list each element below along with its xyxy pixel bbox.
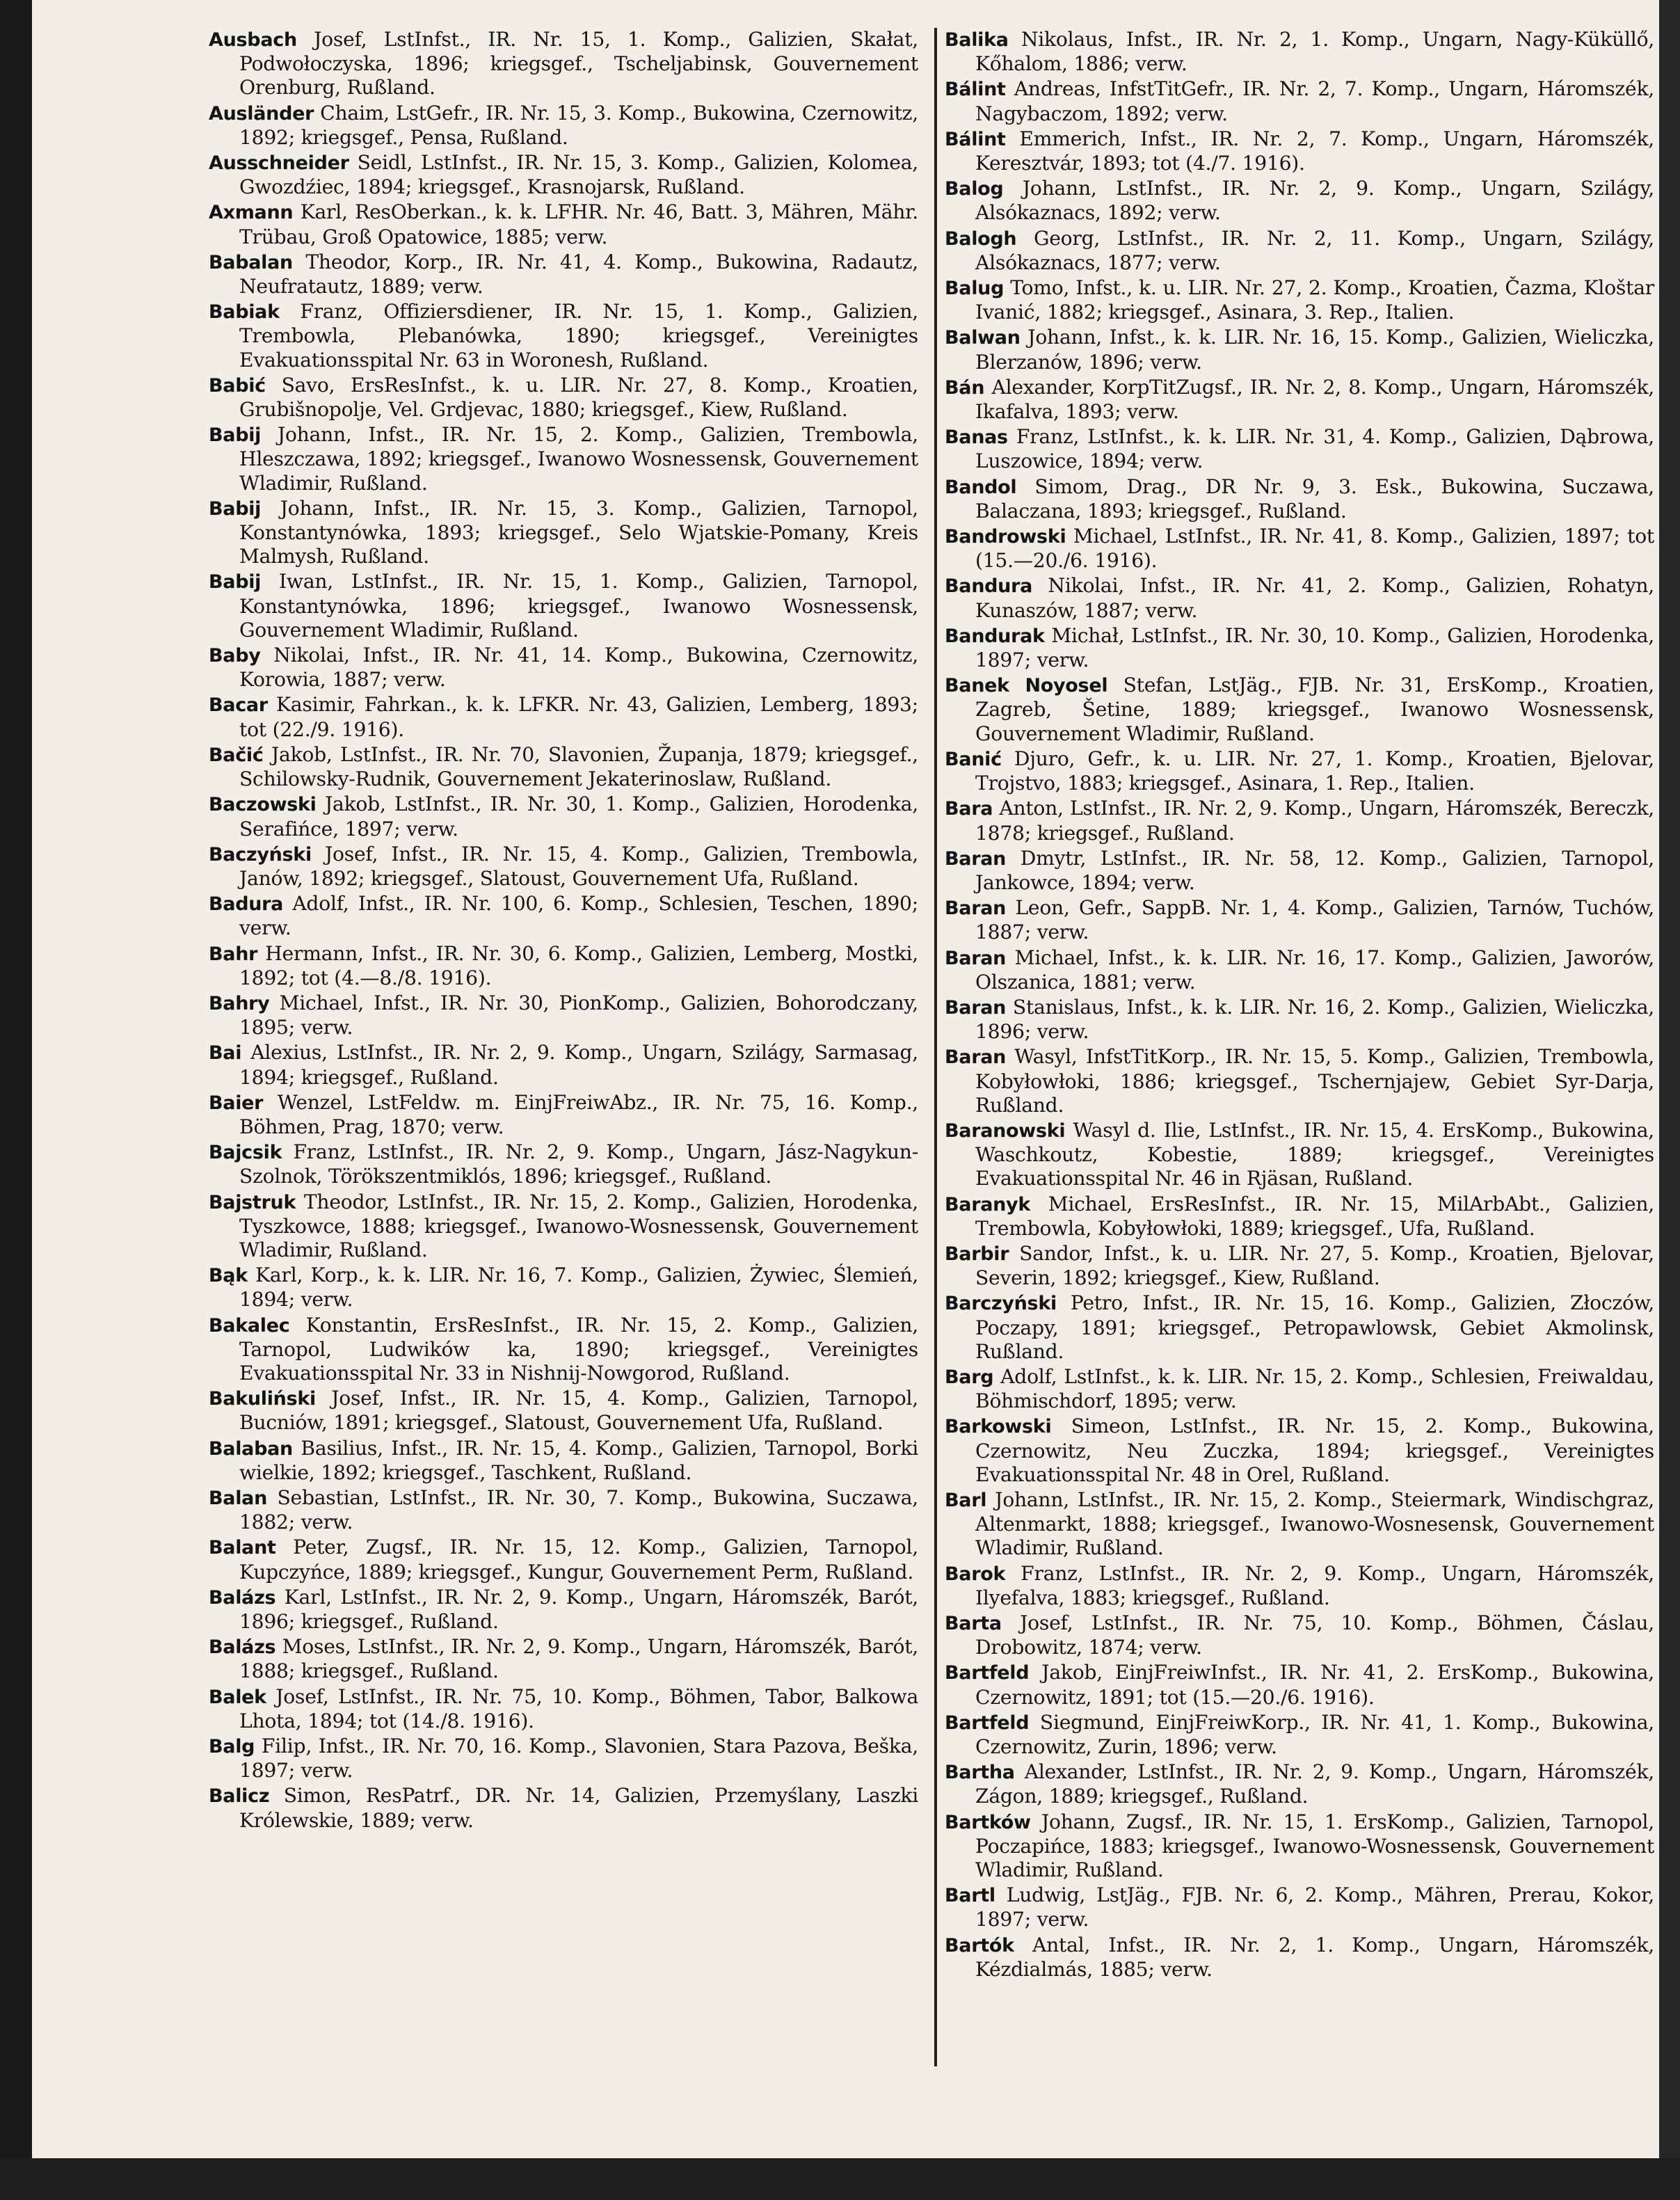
- entry-details: Stanislaus, Infst., k. k. LIR. Nr. 16, 2. Komp., Galizien, Wieliczka, 1896; verw.: [975, 995, 1654, 1044]
- list-entry: [945, 1760, 1654, 1808]
- entry-details: Djuro, Gefr., k. u. LIR. Nr. 27, 1. Komp., Kroatien, Bjelovar, Trojstvo, 1883; kriegsgef., Asinara, 1. Rep., Italien.: [975, 747, 1654, 795]
- entry-details: Jakob, LstInfst., IR. Nr. 70, Slavonien, Županja, 1879; kriegsgef., Schilowsky-Rudnik, Gouvernement Jekaterinoslaw, Rußland.: [239, 742, 918, 791]
- entry-details: Petro, Infst., IR. Nr. 15, 16. Komp., Galizien, Złoczów, Poczapy, 1891; kriegsgef., Petropawlowsk, Gebiet Akmolinsk, Rußland.: [975, 1291, 1654, 1363]
- entry-details: Alexander, KorpTitZugsf., IR. Nr. 2, 8. Komp., Ungarn, Háromszék, Ikafalva, 1893; verw.: [975, 375, 1654, 424]
- entry-surname: Bahr: [209, 943, 258, 965]
- entry-details: Siegmund, EinjFreiwKorp., IR. Nr. 41, 1. Komp., Bukowina, Czernowitz, Zurin, 1896; verw.: [975, 1710, 1654, 1759]
- entry-surname: Babiak: [209, 301, 280, 324]
- entry-surname: Baranowski: [945, 1119, 1066, 1142]
- list-entry: [945, 1414, 1654, 1487]
- entry-details: Sandor, Infst., k. u. LIR. Nr. 27, 5. Komp., Kroatien, Bjelovar, Severin, 1892; kriegsgef., Kiew, Rußland.: [975, 1241, 1654, 1290]
- list-entry: [945, 1193, 1654, 1241]
- list-entry: [945, 425, 1654, 473]
- entry-details: Basilius, Infst., IR. Nr. 15, 4. Komp., Galizien, Tarnopol, Borki wielkie, 1892; kriegsgef., Taschkent, Rußland.: [239, 1436, 918, 1484]
- list-entry: [209, 644, 918, 692]
- entry-surname: Baby: [209, 645, 261, 667]
- list-entry: [945, 177, 1654, 225]
- scan-border-bottom: [0, 2158, 1680, 2200]
- list-entry: [945, 797, 1654, 845]
- list-entry: [209, 1041, 918, 1089]
- entry-details: Iwan, LstInfst., IR. Nr. 15, 1. Komp., Galizien, Tarnopol, Konstantynówka, 1896; kriegsgef., Iwanowo Wosnessensk, Gouvernement Wladimir, Rußland.: [239, 570, 918, 641]
- entry-surname: Barok: [945, 1563, 1006, 1585]
- left-column: [209, 28, 918, 1834]
- entry-details: Anton, LstInfst., IR. Nr. 2, 9. Komp., Ungarn, Háromszék, Bereczk, 1878; kriegsgef., Rußland.: [975, 797, 1654, 845]
- entry-details: Adolf, Infst., IR. Nr. 100, 6. Komp., Schlesien, Teschen, 1890; verw.: [239, 892, 918, 940]
- list-entry: [209, 892, 918, 940]
- list-entry: [945, 1883, 1654, 1931]
- entry-details: Johann, Infst., IR. Nr. 15, 2. Komp., Galizien, Trembowla, Hleszczawa, 1892; kriegsgef., Iwanowo Wosnessensk, Gouvernement Wladimir, Rußland.: [239, 423, 918, 495]
- entry-details: Johann, Zugsf., IR. Nr. 15, 1. ErsKomp., Galizien, Tarnopol, Poczapińce, 1883; kriegsgef., Iwanowo-Wosnessensk, Gouvernement Wladimir, Rußland.: [975, 1810, 1654, 1882]
- entry-surname: Bartfeld: [945, 1662, 1030, 1684]
- list-entry: [945, 1488, 1654, 1561]
- column-divider: [934, 28, 937, 2066]
- list-entry: [945, 896, 1654, 944]
- list-entry: [209, 1190, 918, 1263]
- entry-surname: Baran: [945, 996, 1007, 1019]
- list-entry: [945, 1242, 1654, 1290]
- list-entry: [209, 1314, 918, 1386]
- entry-surname: Bajcsik: [209, 1142, 282, 1164]
- entry-details: Ludwig, LstJäg., FJB. Nr. 6, 2. Komp., Mähren, Prerau, Kokor, 1897; verw.: [975, 1883, 1654, 1931]
- entry-surname: Bačić: [209, 744, 264, 766]
- entry-details: Michael, Infst., IR. Nr. 30, PionKomp., Galizien, Bohorodczany, 1895; verw.: [239, 991, 918, 1039]
- list-entry: [945, 1045, 1654, 1117]
- entry-details: Wasyl, InfstTitKorp., IR. Nr. 15, 5. Komp., Galizien, Trembowla, Kobyłowłoki, 1886; kriegsgef., Tschernjajew, Gebiet Syr-Darja, Rußland.: [975, 1045, 1654, 1117]
- entry-details: Josef, LstInfst., IR. Nr. 15, 1. Komp., Galizien, Skałat, Podwołoczyska, 1896; kriegsgef., Tscheljabinsk, Gouvernement Orenburg, Rußland.: [239, 28, 918, 99]
- entry-details: Johann, Infst., k. k. LIR. Nr. 16, 15. Komp., Galizien, Wieliczka, Blerzanów, 1896; verw.: [975, 326, 1654, 374]
- entry-details: Michael, Infst., k. k. LIR. Nr. 16, 17. Komp., Galizien, Jaworów, Olszanica, 1881; verw.: [975, 946, 1654, 994]
- list-entry: [209, 1635, 918, 1683]
- entry-surname: Baranyk: [945, 1193, 1031, 1215]
- entry-details: Jakob, LstInfst., IR. Nr. 30, 1. Komp., Galizien, Horodenka, Serafińce, 1897; verw.: [239, 792, 918, 840]
- entry-surname: Bajstruk: [209, 1191, 296, 1213]
- entry-details: Johann, Infst., IR. Nr. 15, 3. Komp., Galizien, Tarnopol, Konstantynówka, 1893; kriegsgef., Selo Wjatskie-Pomany, Kreis Malmysh, Rußland.: [239, 496, 918, 568]
- entry-details: Simeon, LstInfst., IR. Nr. 15, 2. Komp., Bukowina, Czernowitz, Neu Zuczka, 1894; kriegsgef., Vereinigtes Evakuationsspital Nr. 48 in Orel, Rußland.: [975, 1414, 1654, 1486]
- entry-surname: Barbir: [945, 1243, 1009, 1265]
- entry-details: Chaim, LstGefr., IR. Nr. 15, 3. Komp., Bukowina, Czernowitz, 1892; kriegsgef., Pensa, Rußland.: [239, 101, 918, 149]
- entry-surname: Balug: [945, 278, 1005, 300]
- list-entry: [209, 991, 918, 1039]
- entry-surname: Balaban: [209, 1437, 293, 1460]
- entry-surname: Balan: [209, 1487, 267, 1509]
- list-entry: [209, 300, 918, 372]
- list-entry: [945, 624, 1654, 672]
- list-entry: [209, 1140, 918, 1188]
- entry-surname: Bakalec: [209, 1314, 290, 1337]
- list-entry: [209, 1735, 918, 1783]
- entry-surname: Babić: [209, 374, 266, 397]
- entry-details: Josef, LstInfst., IR. Nr. 75, 10. Komp., Böhmen, Čáslau, Drobowitz, 1874; verw.: [975, 1611, 1654, 1659]
- list-entry: [945, 475, 1654, 523]
- entry-details: Dmytr, LstInfst., IR. Nr. 58, 12. Komp., Galizien, Tarnopol, Jankowce, 1894; verw.: [975, 846, 1654, 894]
- list-entry: [209, 1437, 918, 1485]
- entry-details: Jakob, EinjFreiwInfst., IR. Nr. 41, 2. ErsKomp., Bukowina, Czernowitz, 1891; tot (15.—20./6. 1916).: [975, 1661, 1654, 1709]
- entry-details: Sebastian, LstInfst., IR. Nr. 30, 7. Komp., Bukowina, Suczawa, 1882; verw.: [239, 1485, 918, 1534]
- list-entry: [945, 847, 1654, 895]
- list-entry: [209, 693, 918, 741]
- entry-details: Josef, LstInfst., IR. Nr. 75, 10. Komp., Böhmen, Tabor, Balkowa Lhota, 1894; tot (14./8. 1916).: [239, 1684, 918, 1732]
- entry-surname: Baran: [945, 1046, 1007, 1069]
- list-entry: [945, 326, 1654, 374]
- entry-surname: Balika: [945, 29, 1009, 51]
- entry-surname: Bán: [945, 376, 985, 399]
- entry-surname: Babij: [209, 497, 262, 520]
- list-entry: [209, 1685, 918, 1733]
- entry-surname: Bandol: [945, 476, 1017, 498]
- entry-details: Andreas, InfstTitGefr., IR. Nr. 2, 7. Komp., Ungarn, Háromszék, Nagybaczom, 1892; verw.: [975, 77, 1654, 125]
- entry-details: Michael, ErsResInfst., IR. Nr. 15, MilArbAbt., Galizien, Trembowla, Kobyłowłoki, 1889; kriegsgef., Ufa, Rußland.: [975, 1192, 1654, 1240]
- entry-details: Moses, LstInfst., IR. Nr. 2, 9. Komp., Ungarn, Háromszék, Barót, 1888; kriegsgef., Rußland.: [239, 1635, 918, 1683]
- entry-details: Johann, LstInfst., IR. Nr. 15, 2. Komp., Steiermark, Windischgraz, Altenmarkt, 1888; kriegsgef., Iwanowo-Wosnesensk, Gouvernement Wladimir, Rußland.: [975, 1488, 1654, 1560]
- entry-details: Georg, LstInfst., IR. Nr. 2, 11. Komp., Ungarn, Szilágy, Alsókaznacs, 1877; verw.: [975, 226, 1654, 274]
- list-entry: [209, 250, 918, 298]
- list-entry: [945, 574, 1654, 622]
- entry-surname: Baczowski: [209, 794, 317, 816]
- entry-surname: Bahry: [209, 992, 270, 1014]
- list-entry: [945, 1934, 1654, 1982]
- right-column: [945, 28, 1654, 1983]
- entry-surname: Balwan: [945, 327, 1021, 349]
- list-entry: [945, 1810, 1654, 1883]
- entry-surname: Banić: [945, 748, 1002, 770]
- entry-details: Simon, ResPatrf., DR. Nr. 14, Galizien, Przemyślany, Laszki Królewskie, 1889; verw.: [239, 1784, 918, 1832]
- list-entry: [945, 1119, 1654, 1191]
- entry-surname: Bartfeld: [945, 1712, 1030, 1734]
- entry-surname: Baier: [209, 1092, 264, 1114]
- entry-surname: Babalan: [209, 251, 293, 273]
- entry-surname: Babij: [209, 424, 262, 447]
- entry-details: Josef, Infst., IR. Nr. 15, 4. Komp., Galizien, Trembowla, Janów, 1892; kriegsgef., Slatoust, Gouvernement Ufa, Rußland.: [239, 842, 918, 890]
- entry-surname: Ausbach: [209, 29, 297, 51]
- list-entry: [209, 200, 918, 248]
- entry-details: Konstantin, ErsResInfst., IR. Nr. 15, 2. Komp., Galizien, Tarnopol, Ludwików ka, 1890; kriegsgef., Vereinigtes Evakuationsspital Nr. 33 in Nishnij-Nowgorod, Rußland.: [239, 1313, 918, 1385]
- entry-surname: Bara: [945, 798, 993, 820]
- entry-details: Filip, Infst., IR. Nr. 70, 16. Komp., Slavonien, Stara Pazova, Beška, 1897; verw.: [239, 1735, 918, 1783]
- list-entry: [945, 127, 1654, 175]
- entry-details: Alexius, LstInfst., IR. Nr. 2, 9. Komp., Ungarn, Szilágy, Sarmasag, 1894; kriegsgef., Rußland.: [239, 1041, 918, 1089]
- entry-details: Simom, Drag., DR Nr. 9, 3. Esk., Bukowina, Suczawa, Balaczana, 1893; kriegsgef., Rußland.: [975, 475, 1654, 523]
- entry-surname: Bartha: [945, 1762, 1015, 1784]
- entry-details: Karl, ResOberkan., k. k. LFHR. Nr. 46, Batt. 3, Mähren, Mähr. Trübau, Groß Opatowice, 1885; verw.: [239, 200, 918, 248]
- entry-details: Wasyl d. Ilie, LstInfst., IR. Nr. 15, 4. ErsKomp., Bukowina, Waschkoutz, Kobestie, 1889; kriegsgef., Vereinigtes Evakuationsspital Nr. 46 in Rjäsan, Rußland.: [975, 1118, 1654, 1190]
- entry-details: Theodor, Korp., IR. Nr. 41, 4. Komp., Bukowina, Radautz, Neufratautz, 1889; verw.: [239, 250, 918, 298]
- entry-details: Emmerich, Infst., IR. Nr. 2, 7. Komp., Ungarn, Háromszék, Keresztvár, 1893; tot (4./7. 1916).: [975, 127, 1654, 175]
- entry-surname: Banas: [945, 427, 1008, 449]
- entry-details: Franz, LstInfst., IR. Nr. 2, 9. Komp., Ungarn, Jász-Nagykun-Szolnok, Törökszentmiklós, 1896; kriegsgef., Rußland.: [239, 1140, 918, 1188]
- entry-details: Kasimir, Fahrkan., k. k. LFKR. Nr. 43, Galizien, Lemberg, 1893; tot (22./9. 1916).: [239, 693, 918, 741]
- entry-details: Adolf, LstInfst., k. k. LIR. Nr. 15, 2. Komp., Schlesien, Freiwaldau, Böhmischdorf, 1895; verw.: [975, 1364, 1654, 1413]
- entry-surname: Bai: [209, 1042, 242, 1065]
- entry-details: Nikolaus, Infst., IR. Nr. 2, 1. Komp., Ungarn, Nagy-Küküllő, Kőhalom, 1886; verw.: [975, 28, 1654, 76]
- entry-surname: Bandrowski: [945, 526, 1066, 548]
- entry-surname: Bálint: [945, 79, 1006, 101]
- list-entry: [945, 28, 1654, 76]
- list-entry: [945, 996, 1654, 1044]
- list-entry: [945, 1611, 1654, 1659]
- list-entry: [209, 497, 918, 569]
- list-entry: [945, 1291, 1654, 1364]
- entry-surname: Bandurak: [945, 625, 1045, 647]
- list-entry: [945, 1562, 1654, 1610]
- entry-surname: Bartków: [945, 1811, 1031, 1833]
- entry-surname: Balázs: [209, 1636, 276, 1659]
- list-entry: [209, 28, 918, 100]
- entry-details: Michael, LstInfst., IR. Nr. 41, 8. Komp., Galizien, 1897; tot (15.—20./6. 1916).: [975, 525, 1654, 573]
- entry-details: Nikolai, Infst., IR. Nr. 41, 14. Komp., Bukowina, Czernowitz, Korowia, 1887; verw.: [239, 644, 918, 692]
- entry-surname: Barta: [945, 1613, 1002, 1634]
- entry-details: Seidl, LstInfst., IR. Nr. 15, 3. Komp., Galizien, Kolomea, Gwozdźiec, 1894; kriegsgef., Krasnojarsk, Rußland.: [239, 151, 918, 199]
- entry-details: Franz, Offiziersdiener, IR. Nr. 15, 1. Komp., Galizien, Trembowla, Plebanówka, 1890; kriegsgef., Vereinigtes Evakuationsspital Nr. 63 in Woronesh, Rußland.: [239, 300, 918, 372]
- entry-surname: Bandura: [945, 575, 1033, 598]
- list-entry: [209, 1091, 918, 1139]
- list-entry: [209, 1486, 918, 1534]
- entry-details: Antal, Infst., IR. Nr. 2, 1. Komp., Ungarn, Háromszék, Kézdialmás, 1885; verw.: [975, 1933, 1654, 1981]
- entry-surname: Barl: [945, 1489, 987, 1511]
- entry-surname: Baran: [945, 947, 1007, 969]
- list-entry: [209, 743, 918, 791]
- entry-surname: Balázs: [209, 1586, 276, 1609]
- entry-details: Savo, ErsResInfst., k. u. LIR. Nr. 27, 8. Komp., Kroatien, Grubišnopolje, Vel. Grdjevac, 1880; kriegsgef., Kiew, Rußland.: [239, 373, 918, 422]
- entry-surname: Bakuliński: [209, 1388, 316, 1410]
- entry-surname: Balg: [209, 1736, 255, 1758]
- entry-surname: Ausschneider: [209, 152, 349, 175]
- entry-details: Franz, LstInfst., k. k. LIR. Nr. 31, 4. Komp., Galizien, Dąbrowa, Luszowice, 1894; verw.: [975, 425, 1654, 473]
- entry-surname: Balek: [209, 1686, 266, 1708]
- list-entry: [945, 77, 1654, 125]
- list-entry: [945, 1711, 1654, 1759]
- entry-surname: Badura: [209, 893, 284, 916]
- entry-surname: Bąk: [209, 1265, 248, 1287]
- entry-surname: Barczyński: [945, 1293, 1057, 1315]
- entry-details: Theodor, LstInfst., IR. Nr. 15, 2. Komp., Galizien, Horodenka, Tyszkowce, 1888; kriegsgef., Iwanowo-Wosnessensk, Gouvernement Wladimir, Rußland.: [239, 1190, 918, 1261]
- list-entry: [945, 376, 1654, 424]
- entry-details: Nikolai, Infst., IR. Nr. 41, 2. Komp., Galizien, Rohatyn, Kunaszów, 1887; verw.: [975, 574, 1654, 622]
- list-entry: [945, 1661, 1654, 1709]
- list-entry: [209, 423, 918, 495]
- list-entry: [945, 1365, 1654, 1413]
- entry-details: Stefan, LstJäg., FJB. Nr. 31, ErsKomp., Kroatien, Zagreb, Šetine, 1889; kriegsgef., Iwanowo Wosnessensk, Gouvernement Wladimir, Rußland.: [975, 673, 1654, 745]
- entry-surname: Bacar: [209, 694, 268, 717]
- entry-surname: Baran: [945, 847, 1007, 870]
- entry-details: Hermann, Infst., IR. Nr. 30, 6. Komp., Galizien, Lemberg, Mostki, 1892; tot (4.—8./8. 1916).: [239, 941, 918, 989]
- entry-surname: Axmann: [209, 202, 294, 224]
- entry-surname: Baczyński: [209, 843, 312, 866]
- list-entry: [209, 374, 918, 422]
- entry-details: Leon, Gefr., SappB. Nr. 1, 4. Komp., Galizien, Tarnów, Tuchów, 1887; verw.: [975, 896, 1654, 944]
- entry-surname: Bálint: [945, 128, 1006, 150]
- entry-details: Karl, Korp., k. k. LIR. Nr. 16, 7. Komp., Galizien, Żywiec, Ślemień, 1894; verw.: [239, 1264, 918, 1312]
- entry-details: Franz, LstInfst., IR. Nr. 2, 9. Komp., Ungarn, Háromszék, Ilyefalva, 1883; kriegsgef., Rußland.: [975, 1561, 1654, 1609]
- list-entry: [209, 1264, 918, 1312]
- list-entry: [945, 673, 1654, 746]
- list-entry: [209, 1586, 918, 1634]
- entry-details: Karl, LstInfst., IR. Nr. 2, 9. Komp., Ungarn, Háromszék, Barót, 1896; kriegsgef., Rußland.: [239, 1585, 918, 1633]
- entry-surname: Barg: [945, 1366, 994, 1388]
- list-entry: [209, 151, 918, 199]
- entry-surname: Babij: [209, 571, 262, 593]
- entry-details: Peter, Zugsf., IR. Nr. 15, 12. Komp., Galizien, Tarnopol, Kupczyńce, 1889; kriegsgef., Kungur, Gouvernement Perm, Rußland.: [239, 1536, 918, 1584]
- scan-border-left: [0, 0, 32, 2200]
- entry-surname: Balog: [945, 178, 1004, 200]
- list-entry: [209, 792, 918, 840]
- entry-surname: Banek Noyosel: [945, 675, 1108, 697]
- entry-surname: Balicz: [209, 1785, 270, 1808]
- entry-surname: Barkowski: [945, 1416, 1052, 1438]
- list-entry: [209, 570, 918, 642]
- list-entry: [945, 276, 1654, 324]
- entry-details: Wenzel, LstFeldw. m. EinjFreiwAbz., IR. Nr. 75, 16. Komp., Böhmen, Prag, 1870; verw.: [239, 1090, 918, 1138]
- scan-border-right: [1659, 0, 1680, 2200]
- list-entry: [945, 227, 1654, 275]
- entry-surname: Bartók: [945, 1934, 1014, 1956]
- entry-surname: Ausländer: [209, 102, 314, 125]
- entry-details: Johann, LstInfst., IR. Nr. 2, 9. Komp., Ungarn, Szilágy, Alsókaznacs, 1892; verw.: [975, 177, 1654, 225]
- entry-surname: Baran: [945, 898, 1007, 920]
- entry-surname: Balogh: [945, 228, 1017, 250]
- list-entry: [209, 102, 918, 150]
- list-entry: [945, 946, 1654, 994]
- entry-details: Tomo, Infst., k. u. LIR. Nr. 27, 2. Komp., Kroatien, Čazma, Kloštar Ivanić, 1882; kriegsgef., Asinara, 3. Rep., Italien.: [975, 276, 1654, 324]
- entry-details: Alexander, LstInfst., IR. Nr. 2, 9. Komp., Ungarn, Háromszék, Zágon, 1889; kriegsgef., Rußland.: [975, 1760, 1654, 1808]
- list-entry: [209, 843, 918, 891]
- list-entry: [209, 1784, 918, 1832]
- entry-surname: Bartl: [945, 1885, 995, 1907]
- list-entry: [945, 525, 1654, 573]
- list-entry: [209, 1387, 918, 1435]
- entry-details: Josef, Infst., IR. Nr. 15, 4. Komp., Galizien, Tarnopol, Bucniów, 1891; kriegsgef., Slatoust, Gouvernement Ufa, Rußland.: [239, 1387, 918, 1435]
- list-entry: [209, 1536, 918, 1584]
- list-entry: [945, 747, 1654, 795]
- entry-surname: Balant: [209, 1537, 276, 1559]
- entry-details: Michał, LstInfst., IR. Nr. 30, 10. Komp., Galizien, Horodenka, 1897; verw.: [975, 623, 1654, 672]
- list-entry: [209, 942, 918, 990]
